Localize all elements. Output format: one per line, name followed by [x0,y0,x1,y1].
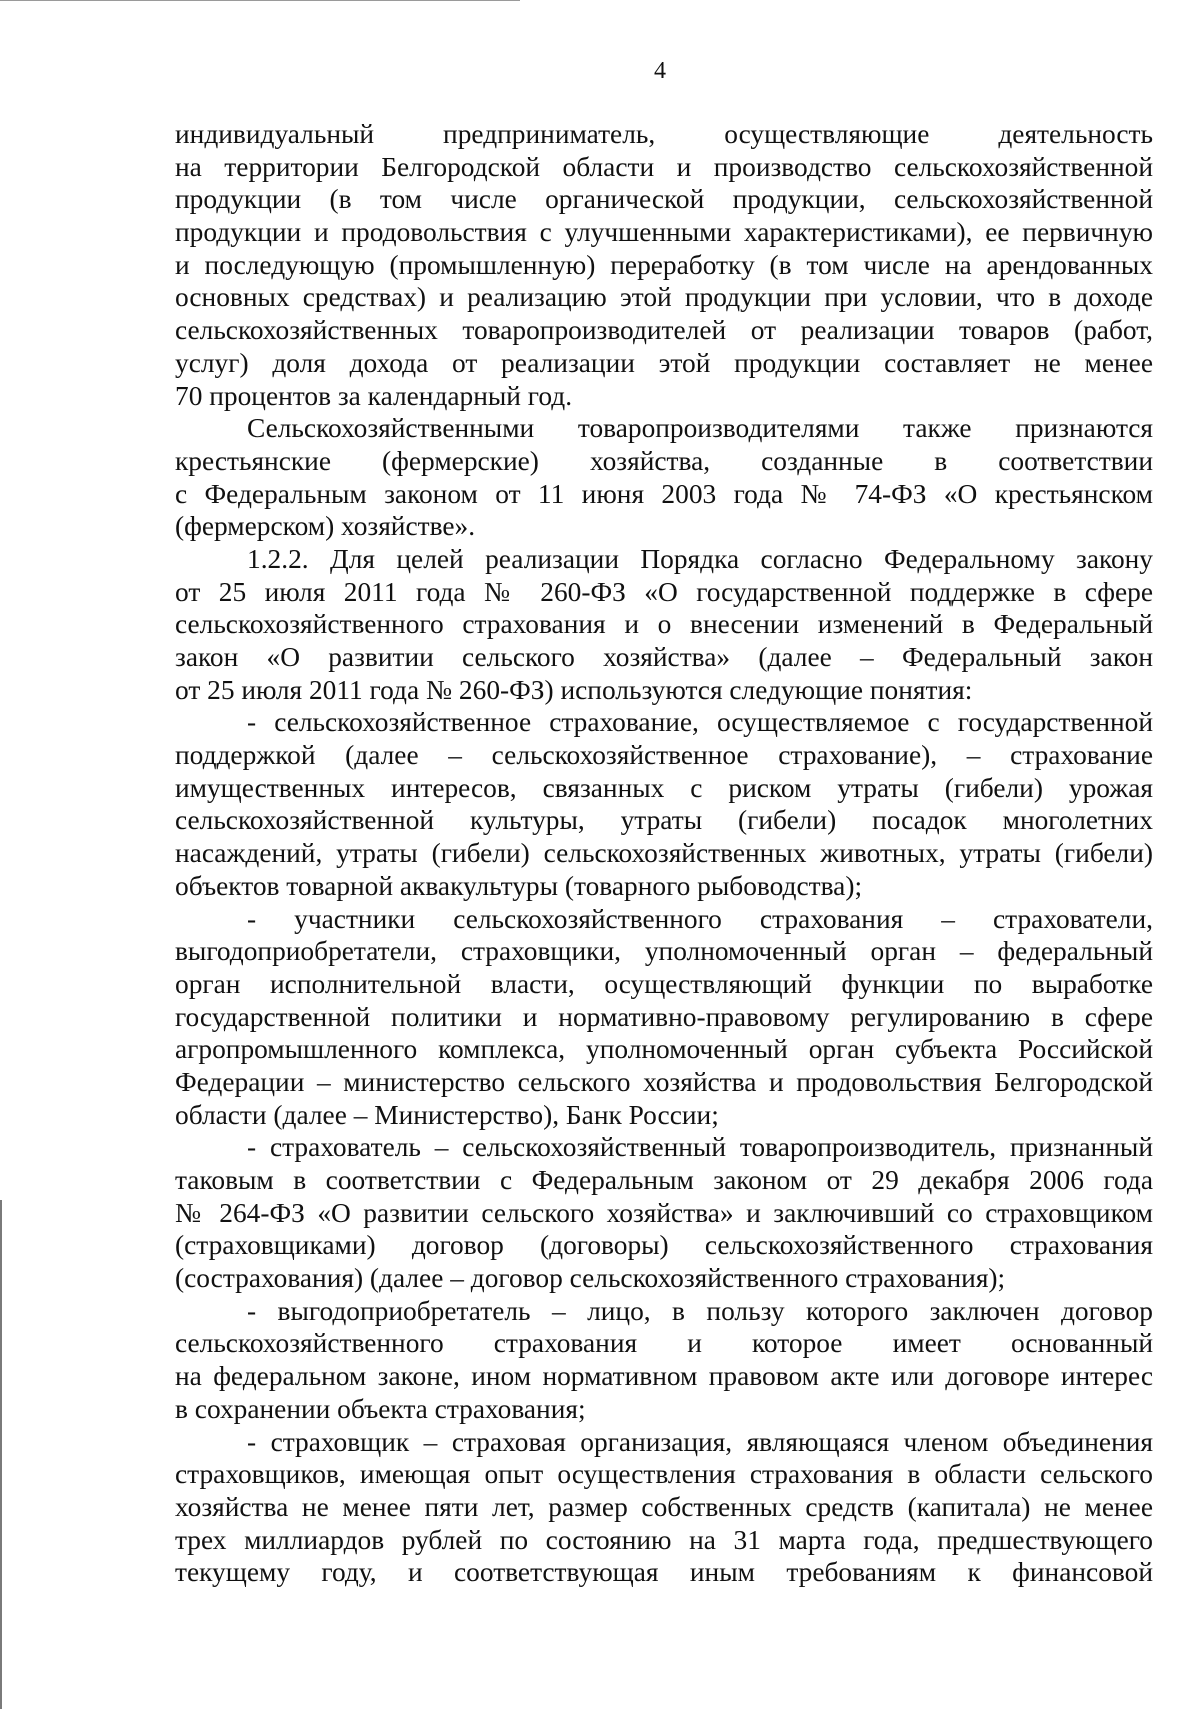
text-line: от 25 июля 2011 года № 260-ФЗ) используются следующие понятия: [175,674,973,705]
scan-edge-left [0,1200,2,1709]
text-line: хозяйства не менее пяти лет, размер собственных средств (капитала) не менее [175,1491,1153,1522]
paragraph-continuation [175,118,1153,412]
text-line: - выгодоприобретатель – лицо, в пользу которого заключен договор [247,1295,1153,1326]
definition-participants [175,903,1153,1132]
text-line: № 264-ФЗ «О развитии сельского хозяйства» и заключивший со страховщиком [175,1197,1153,1228]
definition-agricultural-insurance [175,706,1153,902]
document-body [175,118,1153,1589]
text-line: - страховщик – страховая организация, являющаяся членом объединения [247,1426,1153,1457]
text-line: на федеральном законе, ином нормативном правовом акте или договоре интерес [175,1361,1153,1392]
text-line: таковым в соответствии с Федеральным законом от 29 декабря 2006 года [175,1165,1153,1195]
definition-beneficiary [175,1295,1153,1426]
text-line: Федерации – министерство сельского хозяйства и продовольствия Белгородской [175,1066,1153,1097]
text-line: от 25 июля 2011 года № 260-ФЗ «О государственной поддержке в сфере [175,576,1153,607]
text-line: с Федеральным законом от 11 июня 2003 года № 74-ФЗ «О крестьянском [175,478,1153,509]
definition-insurer [175,1426,1153,1589]
text-line: сельскохозяйственной культуры, утраты (гибели) посадок многолетних [175,805,1153,836]
paragraph-definitions-intro [175,543,1153,706]
text-line: закон «О развитии сельского хозяйства» (далее – Федеральный закон [175,642,1153,672]
text-line: агропромышленного комплекса, уполномоченный орган субъекта Российской [175,1034,1153,1065]
text-line: насаждений, утраты (гибели) сельскохозяйственных животных, утраты (гибели) [175,838,1153,869]
text-line: продукции и продовольствия с улучшенными характеристиками), ее первичную [175,217,1153,248]
text-line: 1.2.2. Для целей реализации Порядка согласно Федеральному закону [247,543,1153,574]
text-line: сельскохозяйственных товаропроизводителей от реализации товаров (работ, [175,315,1153,346]
text-line: поддержкой (далее – сельскохозяйственное страхование), – страхование [175,740,1153,771]
text-line: (фермерском) хозяйстве». [175,511,476,542]
text-line: 70 процентов за календарный год. [175,380,573,411]
text-line: орган исполнительной власти, осуществляющий функции по выработке [175,968,1153,999]
text-line: (страховщиками) договор (договоры) сельскохозяйственного страхования [175,1230,1153,1261]
text-line: имущественных интересов, связанных с риском утраты (гибели) урожая [175,772,1153,803]
paragraph-farm-producers [175,412,1153,543]
text-line: в сохранении объекта страхования; [175,1393,586,1424]
text-line: объектов товарной аквакультуры (товарного рыбоводства); [175,870,863,901]
text-line: услуг) доля дохода от реализации этой продукции составляет не менее [175,347,1153,378]
text-line: индивидуальный предприниматель, осуществляющие деятельность [175,119,1153,149]
text-line: - сельскохозяйственное страхование, осуществляемое с государственной [247,707,1153,738]
text-line: сельскохозяйственного страхования и которое имеет основанный [175,1328,1153,1359]
scan-edge-top [0,0,520,1]
page-number: 4 [654,58,666,84]
text-line: государственной политики и нормативно-правовому регулированию в сфере [175,1001,1153,1032]
text-line: текущему году, и соответствующая иным требованиям к финансовой [175,1557,1153,1588]
text-line: - страхователь – сельскохозяйственный товаропроизводитель, признанный [247,1132,1153,1163]
text-line: сельскохозяйственного страхования и о внесении изменений в Федеральный [175,609,1153,640]
text-line: - участники сельскохозяйственного страхования – страхователи, [247,903,1153,934]
definition-policyholder [175,1131,1153,1294]
text-line: продукции (в том числе органической продукции, сельскохозяйственной [175,184,1153,215]
text-line: страховщиков, имеющая опыт осуществления страхования в области сельского [175,1459,1153,1490]
text-line: крестьянские (фермерские) хозяйства, созданные в соответствии [175,445,1153,476]
text-line: основных средствах) и реализацию этой продукции при условии, что в доходе [175,282,1153,313]
text-line: Сельскохозяйственными товаропроизводителями также признаются [247,413,1153,444]
text-line: области (далее – Министерство), Банк России; [175,1099,719,1130]
text-line: трех миллиардов рублей по состоянию на 31 марта года, предшествующего [175,1524,1153,1555]
text-line: на территории Белгородской области и производство сельскохозяйственной [175,151,1153,182]
text-line: и последующую (промышленную) переработку (в том числе на арендованных [175,249,1153,280]
text-line: выгодоприобретатели, страховщики, уполномоченный орган – федеральный [175,936,1153,967]
text-line: (сострахования) (далее – договор сельскохозяйственного страхования); [175,1263,1006,1294]
